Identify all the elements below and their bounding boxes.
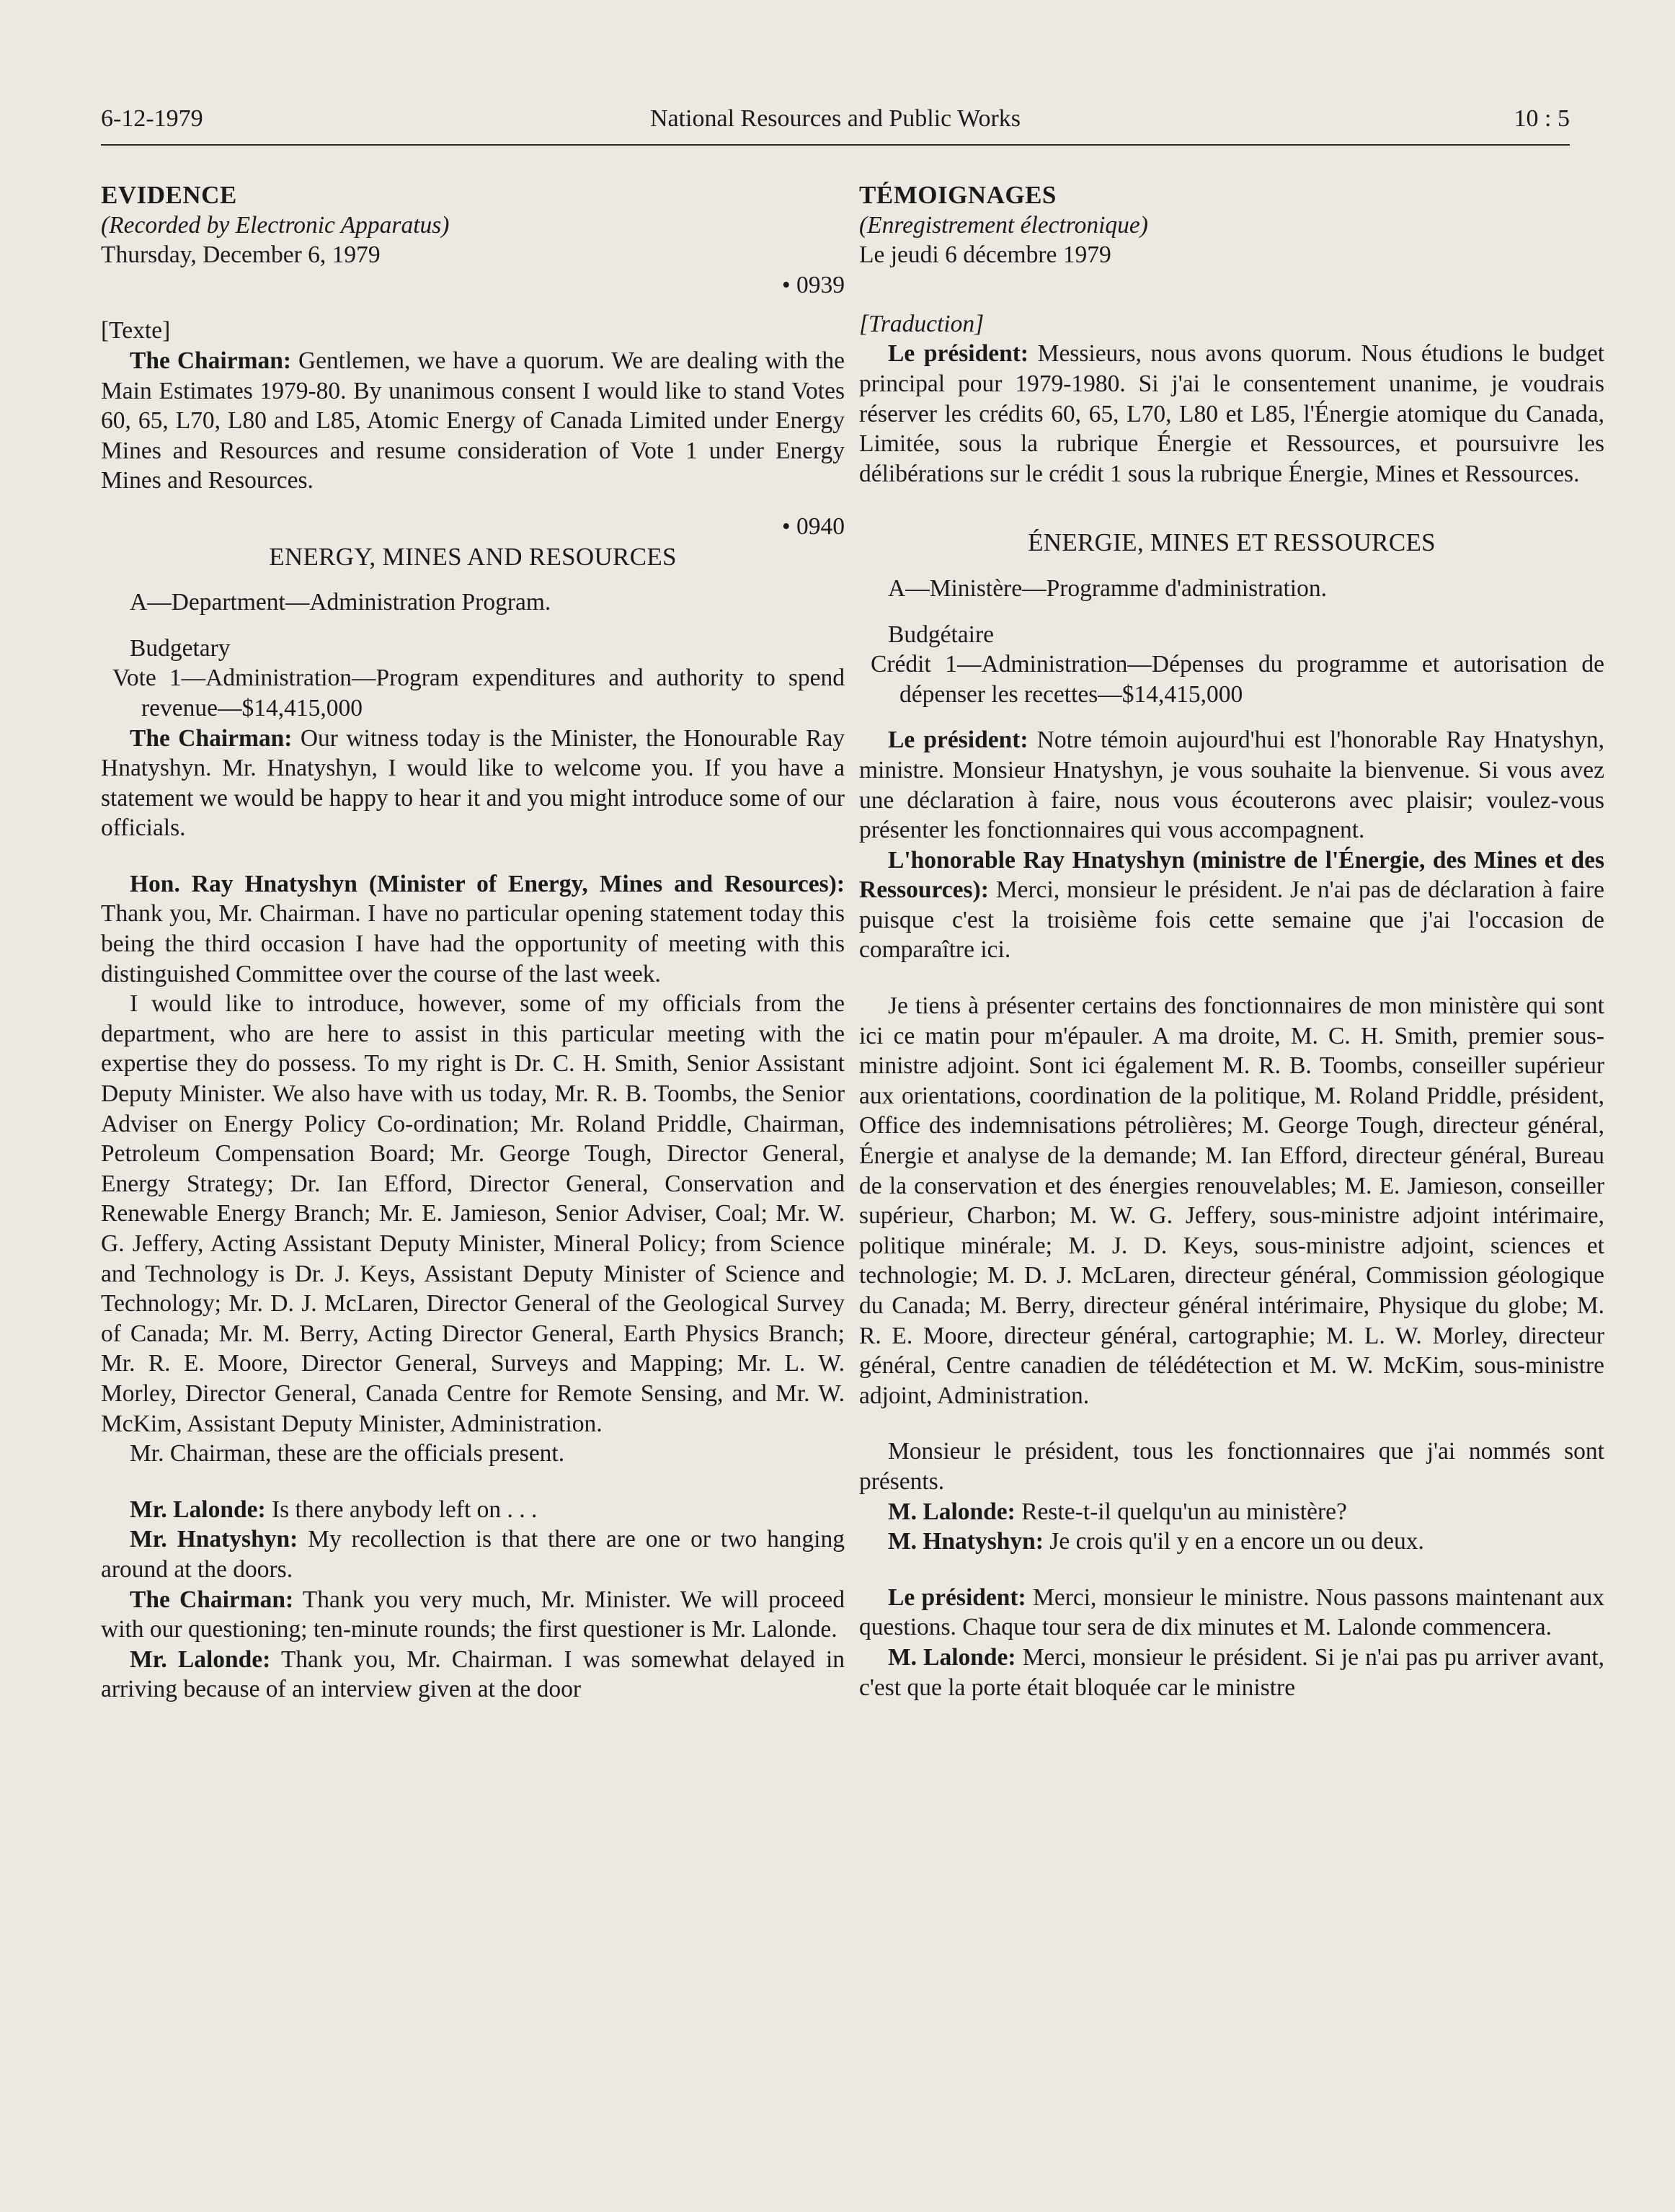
- paragraph: [101, 1495, 845, 1525]
- time-marker-0940: • 0940: [781, 512, 845, 540]
- speech: Messieurs, nous avons quorum. Nous étudions le budget principal pour 1979-1980. Si j'ai le consentement unanime, je voudrais réserver les crédits 60, 65, L70, L80 et L85, l'Énergie atomique du Canada, Limitée, sous la rubrique Énergie et Ressources, et poursuivre les délibérations sur le crédit 1 sous la rubrique Énergie, Mines et Ressources.: [859, 340, 1604, 487]
- french-column: [859, 180, 1604, 1702]
- recording-note: (Enregistrement électronique): [859, 211, 1148, 239]
- program-line: A—Department—Administration Program.: [130, 589, 551, 616]
- time-marker-0939: • 0939: [781, 271, 845, 298]
- meeting-date: Le jeudi 6 décembre 1979: [859, 241, 1111, 269]
- language-tag: [Traduction]: [859, 310, 985, 337]
- recording-note: (Recorded by Electronic Apparatus): [101, 211, 450, 239]
- paragraph: [101, 724, 845, 843]
- paragraph: [859, 725, 1604, 845]
- vote-line: Crédit 1—Administration—Dépenses du programme et autorisation de dépenser les recettes—$14,415,000: [871, 651, 1604, 708]
- english-column: [101, 180, 845, 1705]
- speaker: L'honorable Ray Hnatyshyn (ministre de l'Énergie, des Mines et des Ressources):: [859, 846, 1604, 904]
- speaker: The Chairman:: [130, 724, 293, 752]
- speech: Is there anybody left on . . .: [265, 1496, 538, 1523]
- budgetary-label: Budgétaire: [888, 621, 994, 648]
- speaker: Le président:: [888, 727, 1028, 754]
- paragraph: [101, 1524, 845, 1584]
- paragraph: [101, 1645, 845, 1705]
- speech: Reste-t-il quelqu'un au ministère?: [1015, 1498, 1347, 1525]
- speaker: The Chairman:: [130, 1586, 294, 1613]
- evidence-title: EVIDENCE: [101, 181, 237, 209]
- speech: Merci, monsieur le président. Si je n'ai pas pu arriver avant, c'est que la porte était bloquée car le ministre: [859, 1643, 1604, 1701]
- speaker: M. Hnatyshyn:: [888, 1528, 1044, 1555]
- speech: Je crois qu'il y en a encore un ou deux.: [1043, 1528, 1424, 1555]
- paragraph: [859, 339, 1604, 489]
- section-heading: ÉNERGIE, MINES ET RESSOURCES: [1028, 528, 1436, 557]
- speech: My recollection is that there are one or two hanging around at the doors.: [101, 1526, 845, 1583]
- speaker: M. Lalonde:: [888, 1643, 1016, 1671]
- speech: Thank you, Mr. Chairman. I was somewhat delayed in arriving because of an interview given at the door: [101, 1645, 845, 1703]
- paragraph: [101, 1585, 845, 1645]
- paragraph: Mr. Chairman, these are the officials present.: [130, 1440, 565, 1467]
- paragraph: [859, 1583, 1604, 1643]
- paragraph: [101, 346, 845, 496]
- paragraph: [859, 1643, 1604, 1702]
- speech: Thank you very much, Mr. Minister. We will proceed with our questioning; ten-minute rounds; the first questioner is Mr. Lalonde.: [101, 1586, 845, 1643]
- speaker: Mr. Lalonde:: [130, 1645, 271, 1673]
- speech: Merci, monsieur le président. Je n'ai pas de déclaration à faire puisque c'est la troisième fois cette semaine que j'ai l'occasion de comparaître ici.: [859, 876, 1604, 964]
- program-line: A—Ministère—Programme d'administration.: [888, 574, 1327, 602]
- paragraph: [859, 845, 1604, 965]
- paragraph: [101, 869, 845, 989]
- speech: Thank you, Mr. Chairman. I have no particular opening statement today this being the third occasion I have had the opportunity of meeting with this distinguished Committee over the course of the last week.: [101, 900, 845, 987]
- speaker: Le président:: [888, 1584, 1026, 1611]
- speaker: The Chairman:: [130, 347, 292, 374]
- speaker: M. Lalonde:: [888, 1498, 1016, 1525]
- paragraph: [859, 1497, 1604, 1527]
- speech: Our witness today is the Minister, the Honourable Ray Hnatyshyn. Mr. Hnatyshyn, I would like to welcome you. If you have a statement we would be happy to hear it and you might introduce some of our officials.: [101, 724, 845, 842]
- speaker: Le président:: [888, 340, 1029, 368]
- budgetary-label: Budgetary: [130, 634, 231, 662]
- section-heading: ENERGY, MINES AND RESOURCES: [269, 542, 677, 571]
- language-tag: [Texte]: [101, 317, 171, 345]
- paragraph: Monsieur le président, tous les fonctionnaires que j'ai nommés sont présents.: [859, 1438, 1604, 1495]
- header-date: 6-12-1979: [101, 105, 203, 132]
- speech: Merci, monsieur le ministre. Nous passons maintenant aux questions. Chaque tour sera de dix minutes et M. Lalonde commencera.: [859, 1584, 1605, 1641]
- header-committee: National Resources and Public Works: [649, 105, 1021, 132]
- speech: Gentlemen, we have a quorum. We are dealing with the Main Estimates 1979-80. By unanimous consent I would like to stand Votes 60, 65, L70, L80 and L85, Atomic Energy of Canada Limited under Energy Mines and Resources and resume consideration of Vote 1 under Energy Mines and Resources.: [101, 347, 845, 494]
- header-page-number: 10 : 5: [1514, 105, 1570, 132]
- paragraph: [859, 1527, 1604, 1557]
- vote-line: Vote 1—Administration—Program expenditures and authority to spend revenue—$14,415,000: [112, 665, 845, 721]
- speech: Notre témoin aujourd'hui est l'honorable Ray Hnatyshyn, ministre. Monsieur Hnatyshyn, je vous souhaite la bienvenue. Si vous avez une déclaration à faire, nous vous écouterons avec plaisir; voulez-vous présenter les fonctionnaires qui vous accompagnent.: [859, 727, 1604, 844]
- speaker: Mr. Lalonde:: [130, 1496, 266, 1523]
- paragraph: I would like to introduce, however, some of my officials from the department, who are here to assist in this particular meeting with the expertise they do possess. To my right is Dr. C. H. Smith, Senior Assistant Deputy Minister. We also have with us today, Mr. R. B. Toombs, the Senior Adviser on Energy Policy Co-ordination; Mr. Roland Priddle, Chairman, Petroleum Compensation Board; Mr. George Tough, Director General, Energy Strategy; Dr. Ian Efford, Director General, Conservation and Renewable Energy Branch; Mr. E. Jamieson, Senior Adviser, Coal; Mr. W. G. Jeffery, Acting Assistant Deputy Minister, Mineral Policy; from Science and Technology is Dr. J. Keys, Assistant Deputy Minister of Science and Technology; Mr. D. J. McLaren, Director General of the Geological Survey of Canada; Mr. M. Berry, Acting Director General, Earth Physics Branch; Mr. R. E. Moore, Director General, Surveys and Mapping; Mr. L. W. Morley, Director General, Canada Centre for Remote Sensing, and Mr. W. McKim, Assistant Deputy Minister, Administration.: [101, 990, 845, 1437]
- temoignages-title: TÉMOIGNAGES: [859, 181, 1057, 209]
- speaker: Mr. Hnatyshyn:: [130, 1526, 298, 1553]
- speaker: Hon. Ray Hnatyshyn (Minister of Energy, Mines and Resources):: [130, 870, 845, 897]
- page-header: [101, 99, 1570, 146]
- paragraph: Je tiens à présenter certains des fonctionnaires de mon ministère qui sont ici ce matin pour m'épauler. A ma droite, M. C. H. Smith, premier sous-ministre adjoint. Sont ici également M. R. B. Toombs, conseiller supérieur aux orientations, coordination de la politique, M. Roland Priddle, président, Office des indemnisations pétrolières; M. George Tough, directeur général, Énergie et analyse de la demande; M. Ian Efford, directeur général, Bureau de la conservation et des énergies renouvelables; M. E. Jamieson, conseiller supérieur, Charbon; M. W. G. Jeffery, sous-ministre adjoint intérimaire, politique minérale; M. J. D. Keys, sous-ministre adjoint, sciences et technologie; M. D. J. McLaren, directeur général, Commission géologique du Canada; M. Berry, directeur général intérimaire, Physique du globe; M. R. E. Moore, directeur général, cartographie; M. L. W. Morley, directeur général, Centre canadien de télédétection et M. W. McKim, sous-ministre adjoint, Administration.: [859, 992, 1604, 1409]
- meeting-date: Thursday, December 6, 1979: [101, 241, 381, 269]
